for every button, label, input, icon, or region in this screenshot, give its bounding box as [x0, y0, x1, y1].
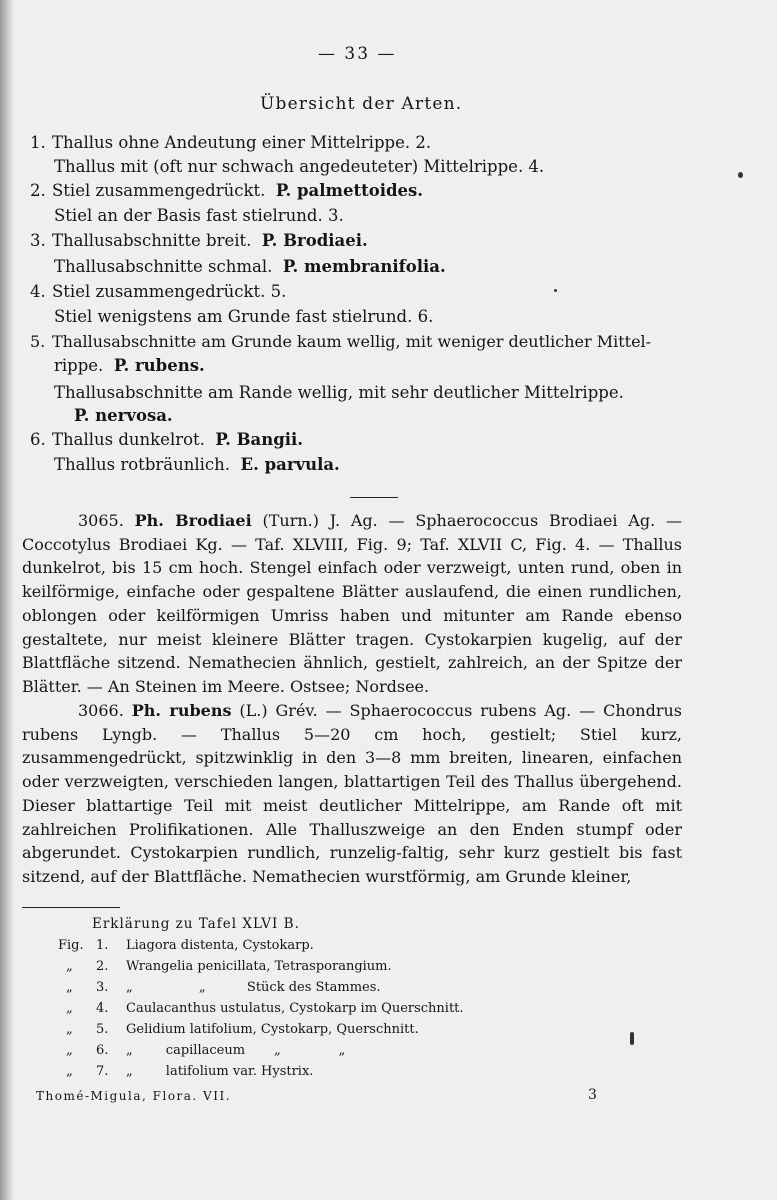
- entry-text: (Turn.) J. Ag. — Sphaerococcus Brodiaei Ag. — Coccotylus Brodiaei Kg. — Taf. XLVIII, Fig. 9; Taf. XLVII C, Fig. 4. — Thallus dunkelrot, bis 15 cm hoch. Stengel einfach oder verzweigt, unten rund, oben in keilförmige, einfache oder gespaltene Blätter auslaufend, die einen rundlichen, oblongen oder keilförmigen Umriss haben und mitunter am Rande ebenso gestaltete, nur meist kleinere Blätter tragen. Cystokarpien kugelig, auf der Blattfläche sitzend. Nemathecien ähnlich, gestielt, zahlreich, an der Spitze der Blätter. — An Steinen im Meere. Ostsee; Nordsee.: [22, 511, 682, 696]
- key-text: rippe.: [54, 356, 104, 375]
- key-line: [54, 157, 544, 177]
- fig-label: „: [66, 1001, 73, 1016]
- key-text: Thallusabschnitte schmal.: [54, 257, 273, 276]
- entry-number: 3066.: [78, 701, 124, 720]
- page-number: — 33 —: [318, 44, 397, 64]
- page-gutter-shadow: [0, 0, 14, 1200]
- key-line: [54, 455, 340, 475]
- fig-label: Fig.: [58, 938, 84, 953]
- key-number: 5.: [30, 332, 46, 351]
- fig-caption: „ latifolium var. Hystrix.: [126, 1064, 314, 1079]
- key-text: Thallusabschnitte am Grunde kaum wellig, mit weniger deutlicher Mittel-: [52, 332, 652, 351]
- fig-label: „: [66, 980, 73, 995]
- key-number: 3.: [30, 231, 46, 250]
- section-divider: [350, 497, 398, 498]
- key-text: Stiel wenigstens am Grunde fast stielrund. 6.: [54, 307, 434, 326]
- key-text: Stiel zusammengedrückt.: [52, 181, 266, 200]
- key-line: [54, 356, 205, 376]
- species-name: E. parvula.: [240, 455, 340, 474]
- key-line: [30, 231, 368, 251]
- key-line: [30, 181, 423, 201]
- fig-number: 3.: [96, 980, 109, 995]
- key-text: Thallus mit (oft nur schwach angedeuteter) Mittelrippe. 4.: [54, 157, 545, 176]
- footnote-title: Erklärung zu Tafel XLVI B.: [92, 916, 300, 932]
- footnote-row: [58, 957, 392, 978]
- key-text: Thallus rotbräunlich.: [54, 455, 231, 474]
- footnote-row: [58, 978, 381, 999]
- scan-speck: [554, 289, 557, 292]
- key-text: Thallus dunkelrot.: [52, 430, 205, 449]
- footnote-row: [58, 1062, 313, 1083]
- key-line: [54, 307, 433, 327]
- key-number: 1.: [30, 133, 46, 152]
- footnote-row: [58, 1020, 419, 1041]
- species-name: P. Brodiaei.: [261, 231, 368, 250]
- fig-caption: Gelidium latifolium, Cystokarp, Querschnitt.: [126, 1022, 419, 1037]
- fig-caption: Caulacanthus ustulatus, Cystokarp im Querschnitt.: [126, 1001, 464, 1016]
- footnote-row: [58, 1041, 345, 1062]
- footnote-row: [58, 936, 314, 957]
- key-number: 4.: [30, 282, 46, 301]
- entry-name: Ph. rubens: [131, 701, 232, 720]
- key-line: [54, 257, 446, 277]
- species-entry: [22, 509, 682, 699]
- entry-text: (L.) Grév. — Sphaerococcus rubens Ag. — Chondrus rubens Lyngb. — Thallus 5—20 cm hoch, gestielt; Stiel kurz, zusammengedrückt, spitzwinklig in den 3—8 mm breiten, linearen, einfachen oder verzweigten, verschieden langen, blattartigen Teil des Thallus übergehend. Dieser blattartige Teil mit meist deutlicher Mittelrippe, am Rande oft mit zahlreichen Prolifikationen. Alle Thalluszweige an den Enden stumpf oder abgerundet. Cystokarpien rundlich, runzelig-faltig, sehr kurz gestielt bis fast sitzend, auf der Blattfläche. Nemathecien wurstförmig, am Grunde kleiner,: [22, 701, 683, 886]
- key-number: 6.: [30, 430, 46, 449]
- species-name: P. membranifolia.: [282, 257, 446, 276]
- key-text: Thallusabschnitte am Rande wellig, mit sehr deutlicher Mittelrippe.: [54, 383, 624, 402]
- fig-caption: Liagora distenta, Cystokarp.: [126, 938, 314, 953]
- key-text: Stiel an der Basis fast stielrund. 3.: [54, 206, 344, 225]
- key-line: [30, 133, 431, 153]
- fig-label: „: [66, 1064, 73, 1079]
- species-name: P. rubens.: [113, 356, 205, 375]
- key-line: [54, 206, 344, 226]
- fig-caption: „ capillaceum „ „: [126, 1043, 346, 1058]
- key-line: [30, 332, 651, 352]
- species-name: P. palmettoides.: [275, 181, 424, 200]
- fig-caption: „ „ Stück des Stammes.: [126, 980, 381, 995]
- fig-label: „: [66, 959, 73, 974]
- fig-number: 6.: [96, 1043, 109, 1058]
- scan-speck: [630, 1032, 634, 1045]
- species-name: P. nervosa.: [74, 406, 173, 425]
- fig-number: 1.: [96, 938, 109, 953]
- key-number: 2.: [30, 181, 46, 200]
- scan-speck: [738, 172, 743, 178]
- entry-name: Ph. Brodiaei: [134, 511, 252, 530]
- fig-number: 5.: [96, 1022, 109, 1037]
- fig-label: „: [66, 1043, 73, 1058]
- species-entry: [22, 699, 682, 889]
- footnote-divider: [22, 907, 120, 908]
- fig-caption: Wrangelia penicillata, Tetrasporangium.: [126, 959, 392, 974]
- fig-number: 7.: [96, 1064, 109, 1079]
- key-text: Thallusabschnitte breit.: [52, 231, 252, 250]
- key-line: [30, 282, 286, 302]
- entry-number: 3065.: [78, 511, 124, 530]
- key-line: [54, 383, 624, 403]
- fig-number: 4.: [96, 1001, 109, 1016]
- key-text: Stiel zusammengedrückt. 5.: [52, 282, 287, 301]
- fig-label: „: [66, 1022, 73, 1037]
- key-line: [30, 430, 303, 450]
- fig-number: 2.: [96, 959, 109, 974]
- species-name: P. Bangii.: [215, 430, 304, 449]
- printer-signature: Thomé-Migula, Flora. VII.: [36, 1089, 232, 1103]
- footnote-row: [58, 999, 464, 1020]
- key-line: [74, 406, 173, 426]
- key-text: Thallus ohne Andeutung einer Mittelrippe. 2.: [52, 133, 432, 152]
- key-title: Übersicht der Arten.: [260, 94, 463, 114]
- sheet-number: 3: [588, 1087, 597, 1103]
